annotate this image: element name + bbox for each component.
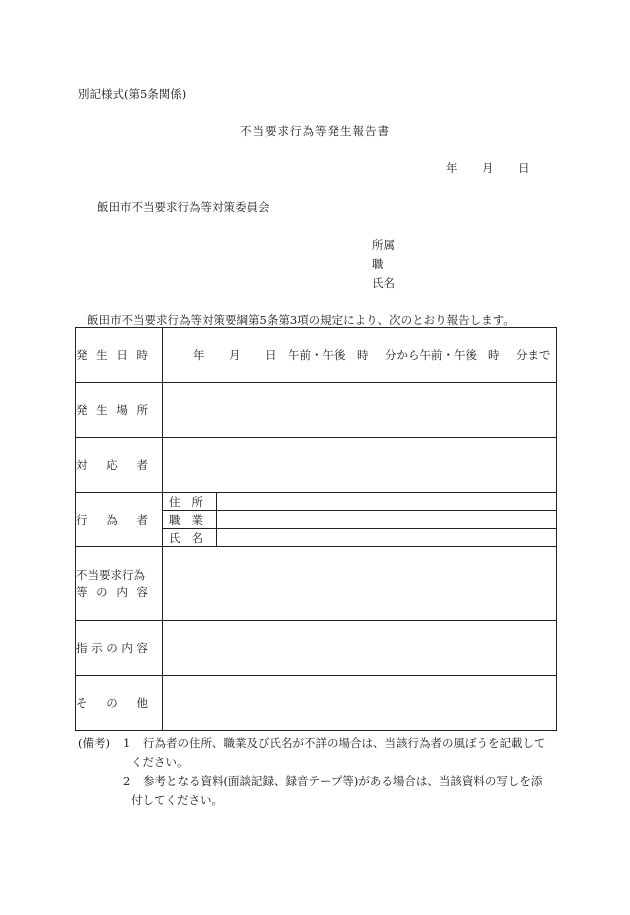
occurrence-datetime-label: 発 生 日 時: [76, 328, 163, 383]
actor-name-label: 氏 名: [163, 529, 217, 547]
instruction-label: 指 示 の 内 容: [76, 621, 163, 676]
actor-address-label: 住 所: [163, 493, 217, 511]
note-1-text-cont: ください。: [131, 755, 189, 769]
note-1-number: 1: [123, 736, 131, 750]
note-1-text: 行為者の住所、職業及び氏名が不詳の場合は、当該行為者の風ぼうを記載して: [143, 736, 546, 750]
row-responder: [76, 438, 557, 493]
note-2-number: 2: [123, 774, 131, 788]
row-instruction: [76, 621, 557, 676]
responder-label: 対 応 者: [76, 438, 163, 493]
addressee: 飯田市不当要求行為等対策委員会: [97, 200, 270, 214]
actor-occupation-label: 職 業: [163, 511, 217, 529]
row-actor-address: [76, 493, 557, 511]
reporter-affiliation-label: 所属: [372, 238, 395, 252]
actor-label: 行 為 者: [76, 493, 163, 547]
row-content: [76, 547, 557, 621]
row-other: [76, 676, 557, 731]
note-2-text-cont: 付してください。: [131, 793, 223, 807]
other-label: そ の 他: [76, 676, 163, 731]
instruction-field[interactable]: [163, 621, 557, 676]
actor-address-field[interactable]: [217, 493, 557, 511]
reporter-position-label: 職: [372, 257, 384, 271]
note-2-text: 参考となる資料(面談記録、録音テープ等)がある場合は、当該資料の写しを添: [143, 774, 543, 788]
content-field[interactable]: [163, 547, 557, 621]
actor-name-field[interactable]: [217, 529, 557, 547]
date-year-label: 年: [446, 161, 458, 175]
intro-text: 飯田市不当要求行為等対策要綱第5条第3項の規定により、次のとおり報告します。: [87, 313, 515, 327]
form-label: 別記様式(第5条関係): [78, 87, 187, 101]
actor-occupation-field[interactable]: [217, 511, 557, 529]
occurrence-datetime-field[interactable]: 年 月 日 午前・午後 時 分から午前・午後 時 分まで: [163, 328, 557, 383]
report-table: [75, 327, 557, 731]
content-label: 不当要求行為 等 の 内 容: [76, 547, 163, 621]
responder-field[interactable]: [163, 438, 557, 493]
row-occurrence-datetime: [76, 328, 557, 383]
document-title: 不当要求行為等発生報告書: [240, 124, 390, 138]
other-field[interactable]: [163, 676, 557, 731]
occurrence-place-field[interactable]: [163, 383, 557, 438]
notes-heading: (備考): [78, 736, 110, 750]
date-day-label: 日: [518, 161, 530, 175]
occurrence-place-label: 発 生 場 所: [76, 383, 163, 438]
row-occurrence-place: [76, 383, 557, 438]
date-month-label: 月: [482, 161, 494, 175]
reporter-name-label: 氏名: [372, 276, 395, 290]
